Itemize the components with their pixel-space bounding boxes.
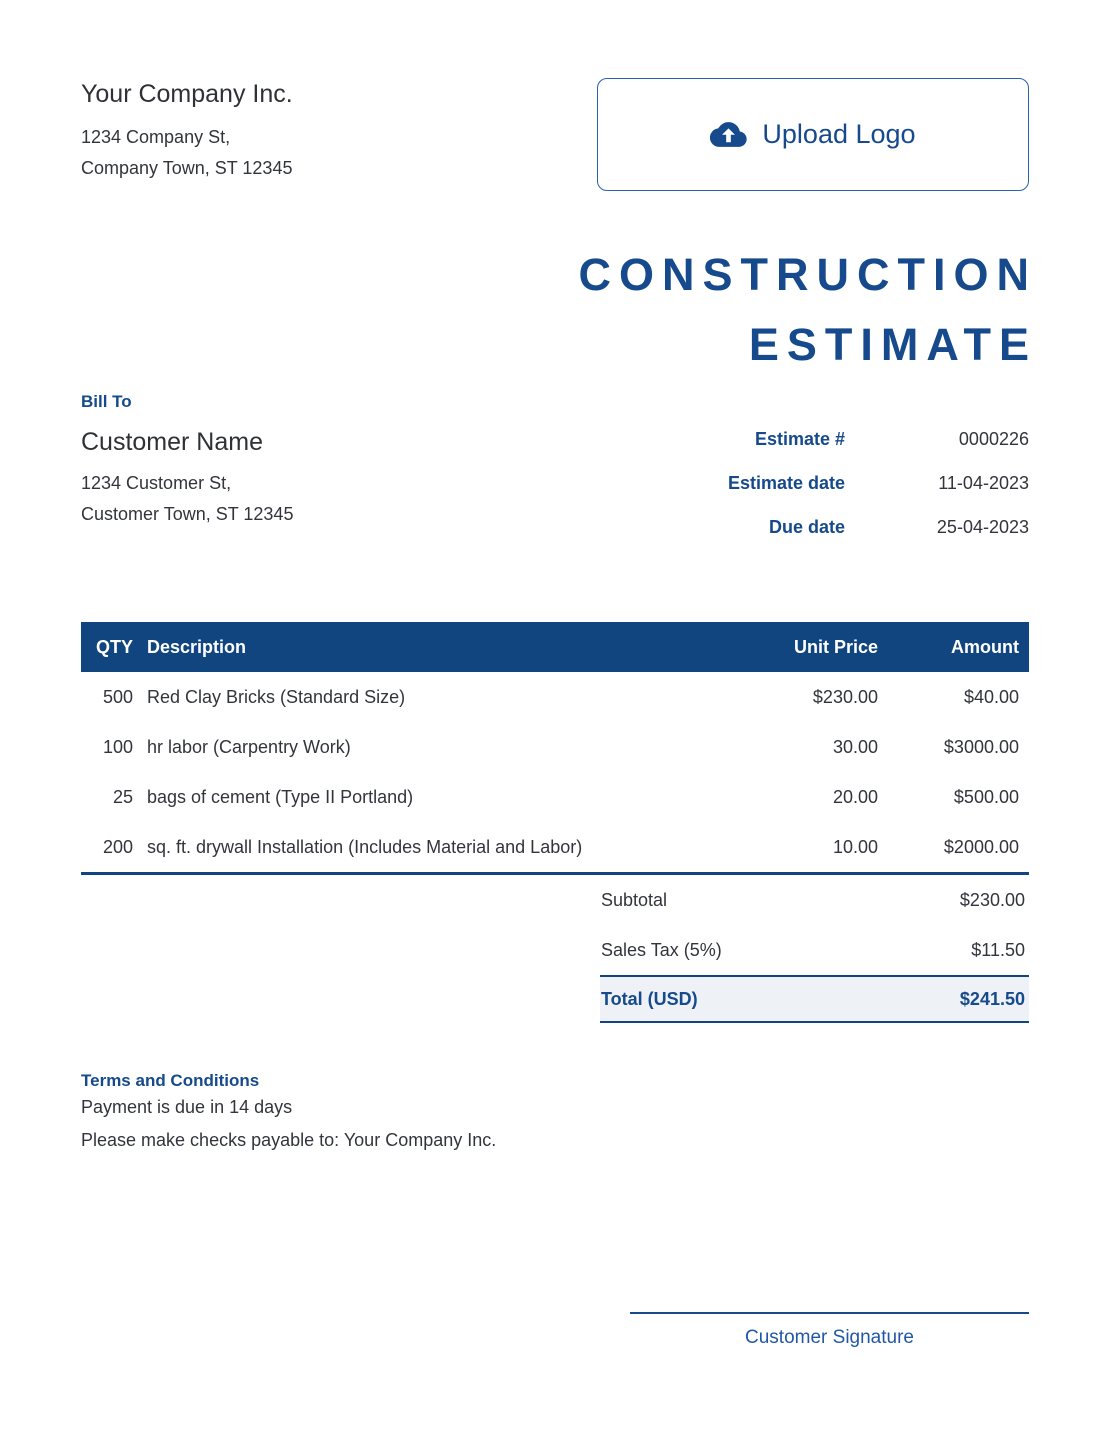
due-date-row (675, 505, 1029, 549)
estimate-date-row (675, 461, 1029, 505)
table-row (81, 822, 1029, 872)
customer-address-line1: 1234 Customer St, (81, 473, 232, 493)
total-value: $241.50 (959, 988, 1025, 1009)
customer-name: Customer Name (81, 428, 263, 456)
due-date-label: Due date (768, 516, 845, 537)
item-description: sq. ft. drywall Installation (Includes Material and Labor) (147, 836, 583, 857)
item-qty: 100 (102, 736, 133, 757)
customer-signature-block (630, 1312, 1029, 1349)
estimate-date-value: 11-04-2023 (938, 472, 1029, 493)
page-title (81, 240, 1037, 380)
cloud-upload-icon (710, 116, 747, 153)
subtotal-value: $230.00 (959, 889, 1025, 910)
item-description: Red Clay Bricks (Standard Size) (147, 686, 406, 707)
item-unit-price: 20.00 (832, 786, 878, 807)
estimate-date-label: Estimate date (727, 472, 845, 493)
items-table-header (81, 622, 1029, 672)
item-amount: $2000.00 (943, 836, 1019, 857)
item-unit-price: $230.00 (812, 686, 878, 707)
totals-section (600, 875, 1029, 1023)
item-unit-price: 10.00 (832, 836, 878, 857)
header-qty: QTY (95, 636, 133, 657)
total-row (600, 975, 1029, 1023)
due-date-value: 25-04-2023 (936, 516, 1029, 537)
header-description: Description (147, 636, 247, 657)
header-unit-price: Unit Price (793, 636, 878, 657)
items-table-body (81, 672, 1029, 875)
upload-logo-button[interactable] (597, 78, 1029, 191)
company-address-line2: Company Town, ST 12345 (81, 158, 293, 178)
item-qty: 25 (112, 786, 133, 807)
terms-label: Terms and Conditions (81, 1071, 260, 1090)
sales-tax-value: $11.50 (971, 939, 1025, 960)
table-row (81, 672, 1029, 722)
page-title-line2: ESTIMATE (748, 319, 1037, 370)
estimate-number-row (675, 417, 1029, 461)
company-info (81, 78, 293, 184)
item-description: bags of cement (Type II Portland) (147, 786, 414, 807)
header-amount: Amount (951, 636, 1019, 657)
page-title-line1: CONSTRUCTION (578, 249, 1037, 300)
customer-address (81, 468, 293, 530)
item-qty: 500 (102, 686, 133, 707)
estimate-meta (675, 417, 1029, 549)
upload-logo-label: Upload Logo (762, 119, 916, 149)
subtotal-row (600, 875, 1029, 925)
estimate-number-label: Estimate # (754, 428, 845, 449)
customer-signature-label: Customer Signature (745, 1327, 914, 1348)
company-address-line1: 1234 Company St, (81, 127, 231, 147)
document-header (81, 78, 1029, 191)
company-name: Your Company Inc. (81, 80, 293, 108)
info-section (81, 392, 1029, 549)
item-qty: 200 (102, 836, 133, 857)
total-label: Total (USD) (601, 988, 698, 1009)
item-amount: $500.00 (953, 786, 1019, 807)
estimate-number-value: 0000226 (958, 428, 1029, 449)
subtotal-label: Subtotal (601, 889, 668, 910)
terms-section (81, 1071, 1029, 1157)
sales-tax-label: Sales Tax (5%) (601, 939, 722, 960)
customer-address-line2: Customer Town, ST 12345 (81, 504, 294, 524)
item-description: hr labor (Carpentry Work) (147, 736, 351, 757)
item-amount: $40.00 (963, 686, 1019, 707)
items-table (81, 622, 1029, 875)
bill-to-label: Bill To (81, 392, 132, 411)
table-row (81, 722, 1029, 772)
terms-line1: Payment is due in 14 days (81, 1097, 293, 1117)
bill-to-block (81, 392, 293, 549)
item-unit-price: 30.00 (832, 736, 878, 757)
terms-line2: Please make checks payable to: Your Company Inc. (81, 1130, 497, 1150)
table-row (81, 772, 1029, 822)
company-address (81, 122, 293, 184)
item-amount: $3000.00 (943, 736, 1019, 757)
sales-tax-row (600, 925, 1029, 975)
